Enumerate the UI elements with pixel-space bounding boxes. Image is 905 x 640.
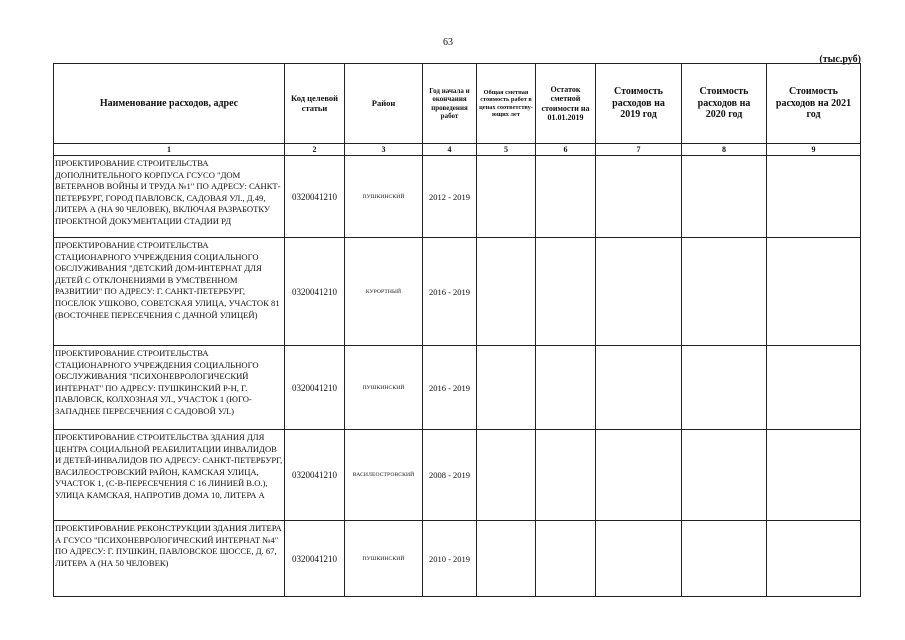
expense-name: ПРОЕКТИРОВАНИЕ СТРОИТЕЛЬСТВА СТАЦИОНАРНОГО УЧРЕЖДЕНИЯ СОЦИАЛЬНОГО ОБСЛУЖИВАНИЯ "ДЕТСКИЙ ДОМ-ИНТЕРНАТ ДЛЯ ДЕТЕЙ С ОТКЛОНЕНИЯМИ В УМСТВЕННОМ РАЗВИТИИ" ПО АДРЕСУ: Г. САНКТ-ПЕТЕРБУРГ, ПОСЕЛОК УШКОВО, СОВЕТСКАЯ УЛИЦА, УЧАСТОК 81 (ВОСТОЧНЕЕ ПЕРЕСЕЧЕНИЯ С ДАЧНОЙ УЛИЦЕЙ): [54, 238, 285, 346]
table-row: [54, 521, 861, 597]
target-code: 0320041210: [285, 156, 345, 238]
empty-cell: [536, 346, 596, 430]
expense-name: ПРОЕКТИРОВАНИЕ СТРОИТЕЛЬСТВА ДОПОЛНИТЕЛЬНОГО КОРПУСА ГСУСО "ДОМ ВЕТЕРАНОВ ВОЙНЫ И ТРУДА №1" ПО АДРЕСУ: САНКТ-ПЕТЕРБУРГ, ГОРОД ПАВЛОВСК, САДОВАЯ УЛ., Д.49, ЛИТЕРА А (НА 90 ЧЕЛОВЕК), ВКЛЮЧАЯ РАЗРАБОТКУ ПРОЕКТНОЙ ДОКУМЕНТАЦИИ СТАДИИ РД: [54, 156, 285, 238]
column-number: 9: [767, 144, 861, 156]
empty-cell: [767, 346, 861, 430]
column-number: 2: [285, 144, 345, 156]
target-code: 0320041210: [285, 521, 345, 597]
header-cost-2021: Стоимость расходов на 2021 год: [767, 64, 861, 144]
work-years: 2010 - 2019: [423, 521, 477, 597]
table-row: [54, 430, 861, 521]
empty-cell: [477, 238, 536, 346]
header-cost-2020: Стоимость расходов на 2020 год: [682, 64, 767, 144]
table-row: [54, 156, 861, 238]
empty-cell: [596, 156, 682, 238]
empty-cell: [536, 430, 596, 521]
header-row: [54, 64, 861, 144]
header-remaining-cost: Остаток сметной стоимости на 01.01.2019: [536, 64, 596, 144]
empty-cell: [682, 156, 767, 238]
empty-cell: [596, 346, 682, 430]
empty-cell: [477, 156, 536, 238]
header-years: Год начала и окончания проведения работ: [423, 64, 477, 144]
header-district: Район: [345, 64, 423, 144]
district: КУРОРТНЫЙ: [345, 238, 423, 346]
empty-cell: [767, 430, 861, 521]
empty-cell: [477, 430, 536, 521]
column-number: 6: [536, 144, 596, 156]
column-number: 7: [596, 144, 682, 156]
empty-cell: [477, 521, 536, 597]
empty-cell: [536, 156, 596, 238]
target-code: 0320041210: [285, 346, 345, 430]
work-years: 2012 - 2019: [423, 156, 477, 238]
empty-cell: [596, 430, 682, 521]
empty-cell: [682, 430, 767, 521]
table-row: [54, 346, 861, 430]
column-number: 8: [682, 144, 767, 156]
empty-cell: [536, 238, 596, 346]
column-number: 1: [54, 144, 285, 156]
empty-cell: [682, 346, 767, 430]
district: ВАСИЛЕОСТРОВСКИЙ: [345, 430, 423, 521]
header-total-cost: Общая сметная стоимость работ в ценах соответству-ющих лет: [477, 64, 536, 144]
empty-cell: [767, 156, 861, 238]
column-number: 4: [423, 144, 477, 156]
expense-name: ПРОЕКТИРОВАНИЕ РЕКОНСТРУКЦИИ ЗДАНИЯ ЛИТЕРА А ГСУСО "ПСИХОНЕВРОЛОГИЧЕСКИЙ ИНТЕРНАТ №4" ПО АДРЕСУ: Г. ПУШКИН, ПАВЛОВСКОЕ ШОССЕ, Д. 67, ЛИТЕРА А (НА 50 ЧЕЛОВЕК): [54, 521, 285, 597]
district: ПУШКИНСКИЙ: [345, 346, 423, 430]
target-code: 0320041210: [285, 430, 345, 521]
empty-cell: [596, 238, 682, 346]
header-cost-2019: Стоимость расходов на 2019 год: [596, 64, 682, 144]
header-code: Код целевой статьи: [285, 64, 345, 144]
column-number-row: [54, 144, 861, 156]
empty-cell: [536, 521, 596, 597]
empty-cell: [767, 521, 861, 597]
district: ПУШКИНСКИЙ: [345, 521, 423, 597]
column-number: 3: [345, 144, 423, 156]
expense-name: ПРОЕКТИРОВАНИЕ СТРОИТЕЛЬСТВА ЗДАНИЯ ДЛЯ ЦЕНТРА СОЦИАЛЬНОЙ РЕАБИЛИТАЦИИ ИНВАЛИДОВ И ДЕТЕЙ-ИНВАЛИДОВ ПО АДРЕСУ: САНКТ-ПЕТЕРБУРГ, ВАСИЛЕОСТРОВСКИЙ РАЙОН, КАМСКАЯ УЛИЦА, УЧАСТОК 1, (С-В-ПЕРЕСЕЧЕНИЯ С 16 ЛИНИЕЙ В.О.), УЛИЦА КАМСКАЯ, НАПРОТИВ ДОМА 10, ЛИТЕРА А: [54, 430, 285, 521]
empty-cell: [596, 521, 682, 597]
empty-cell: [767, 238, 861, 346]
empty-cell: [477, 346, 536, 430]
column-number: 5: [477, 144, 536, 156]
work-years: 2016 - 2019: [423, 238, 477, 346]
page-number: 63: [443, 37, 453, 48]
target-code: 0320041210: [285, 238, 345, 346]
expenses-table: [53, 63, 861, 597]
work-years: 2008 - 2019: [423, 430, 477, 521]
expense-name: ПРОЕКТИРОВАНИЕ СТРОИТЕЛЬСТВА СТАЦИОНАРНОГО УЧРЕЖДЕНИЯ СОЦИАЛЬНОГО ОБСЛУЖИВАНИЯ "ПСИХОНЕВРОЛОГИЧЕСКИЙ ИНТЕРНАТ" ПО АДРЕСУ: ПУШКИНСКИЙ Р-Н, Г. ПАВЛОВСК, КОЛХОЗНАЯ УЛ., УЧАСТОК 1 (ЮГО-ЗАПАДНЕЕ ПЕРЕСЕЧЕНИЯ С САДОВОЙ УЛ.): [54, 346, 285, 430]
empty-cell: [682, 521, 767, 597]
empty-cell: [682, 238, 767, 346]
district: ПУШКИНСКИЙ: [345, 156, 423, 238]
table-row: [54, 238, 861, 346]
units-label: (тыс.руб): [819, 54, 861, 65]
work-years: 2016 - 2019: [423, 346, 477, 430]
header-name: Наименование расходов, адрес: [54, 64, 285, 144]
